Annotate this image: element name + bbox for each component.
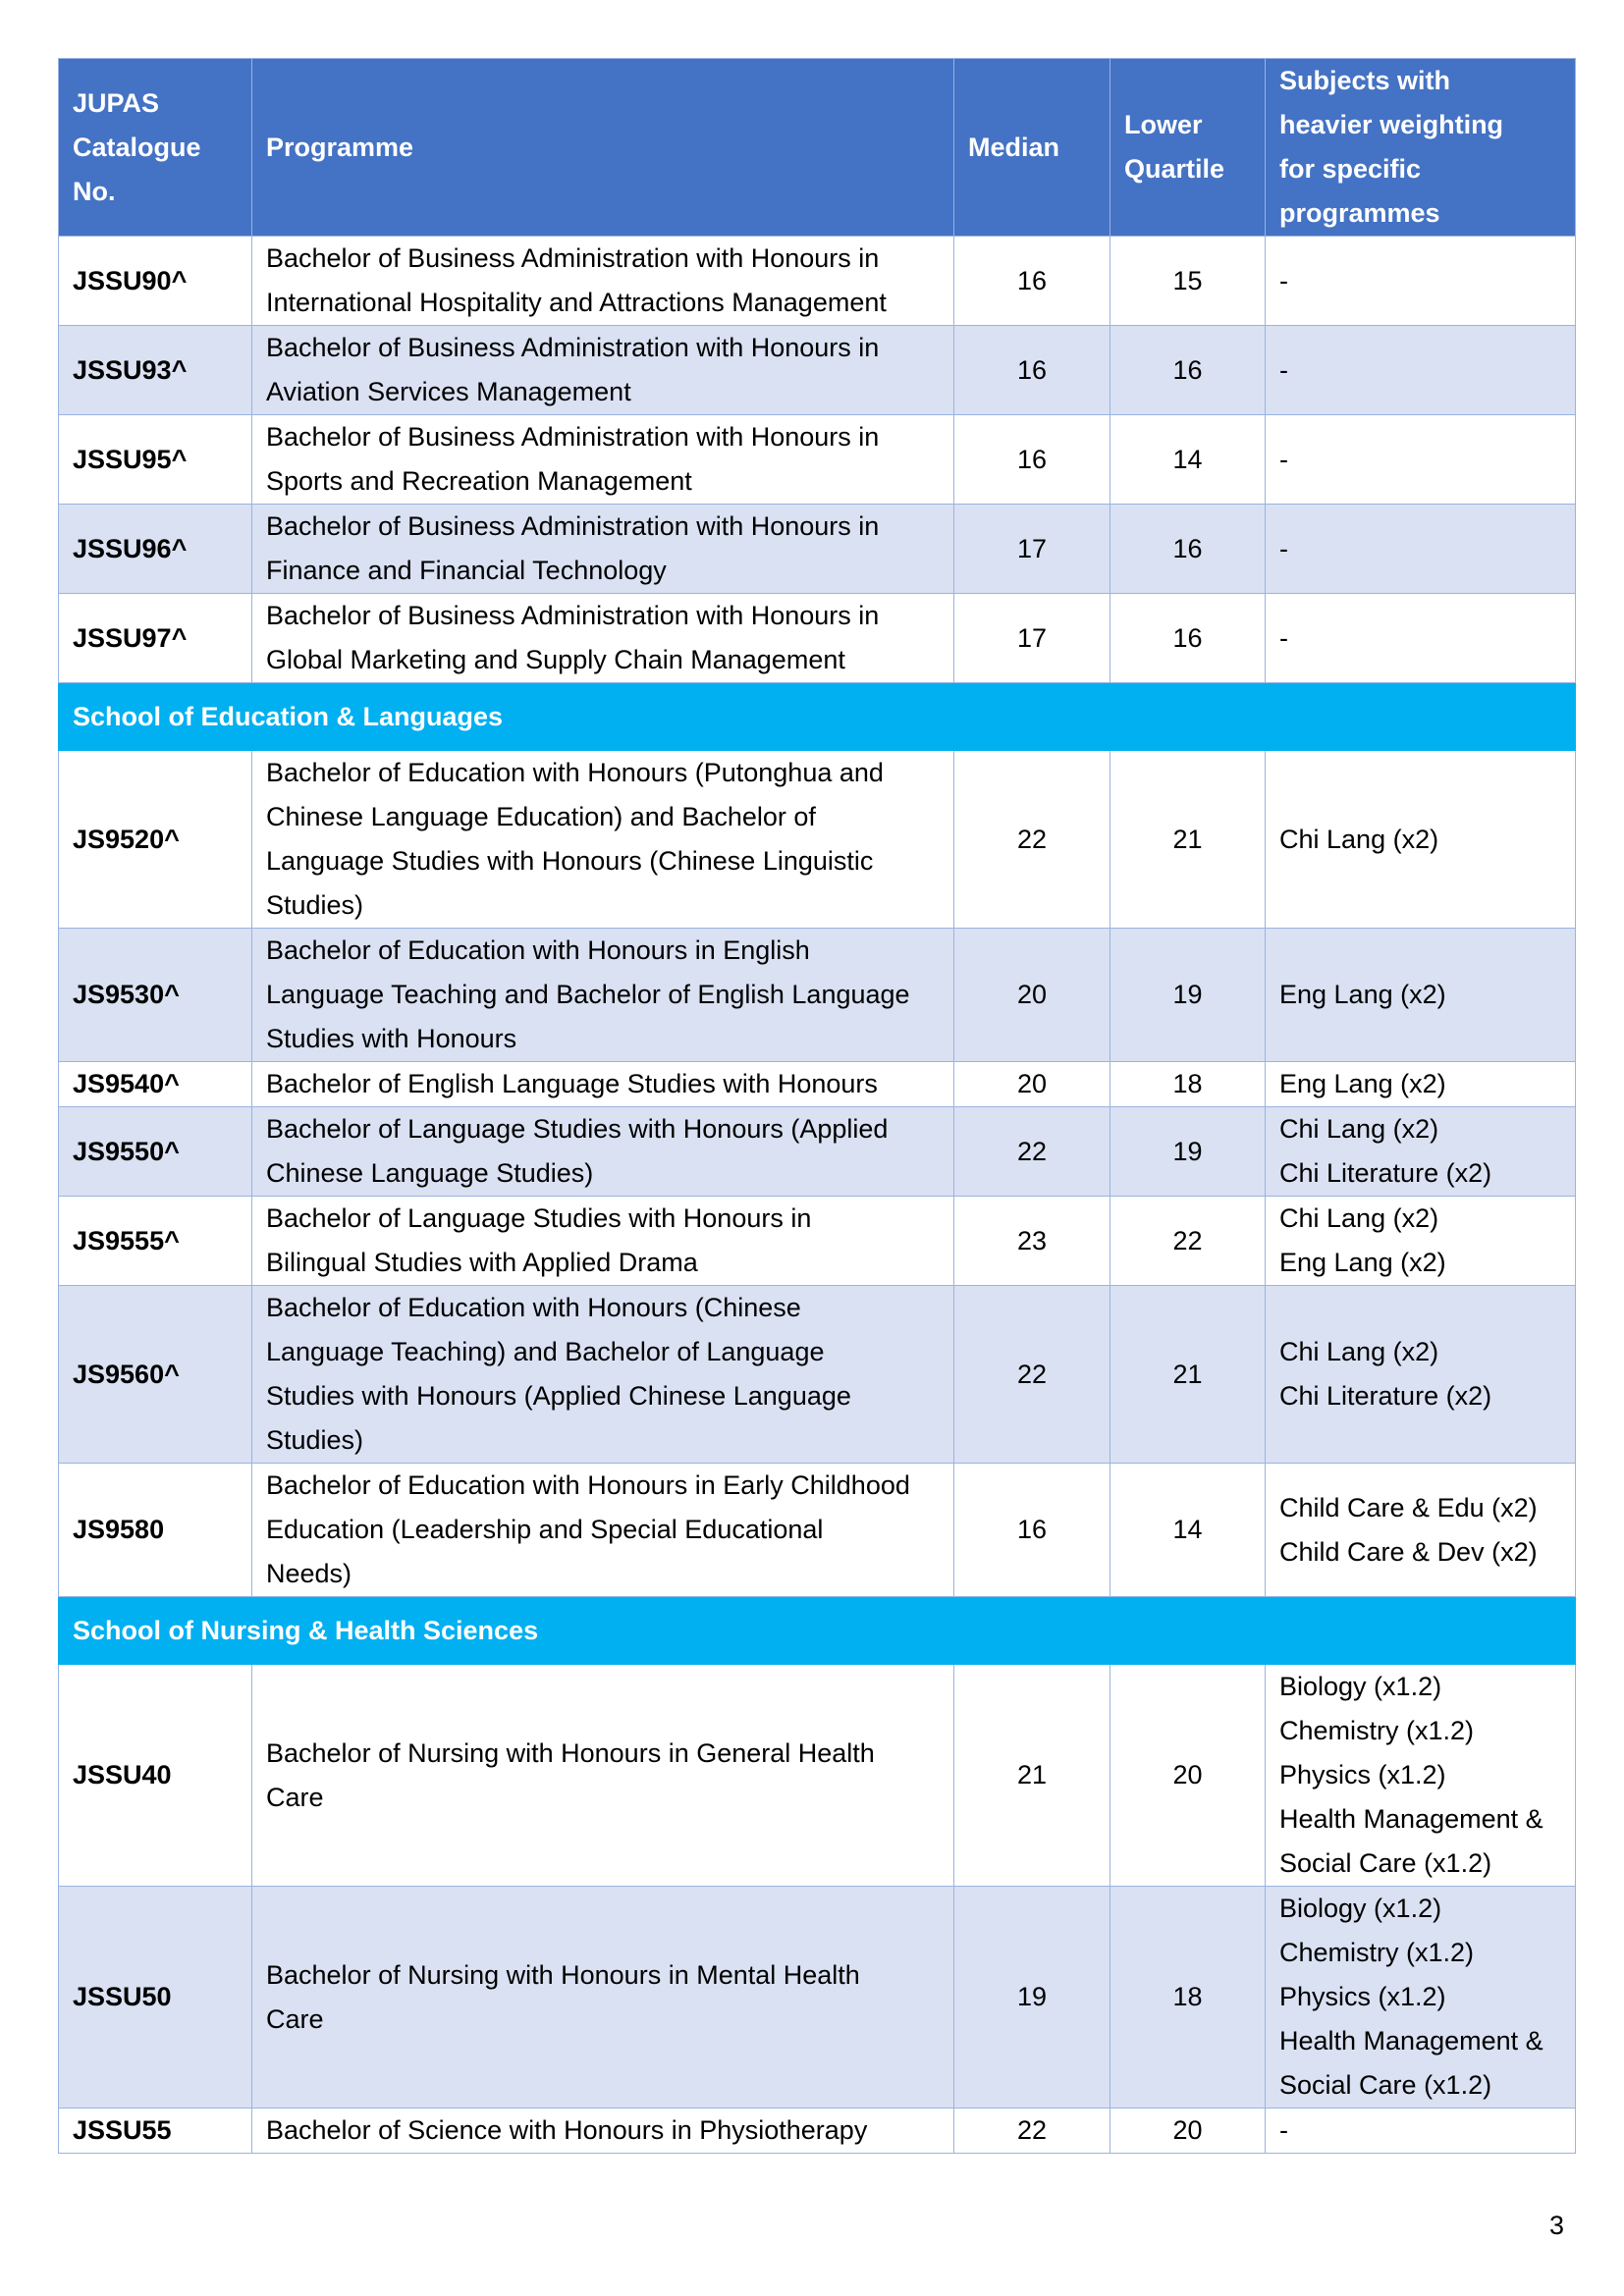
table-row [59,751,1576,929]
subject-line: Eng Lang (x2) [1279,1248,1446,1277]
programme-line: Bachelor of Nursing with Honours in Mental Health [266,1959,860,1990]
catalogue-no: JS9555^ [59,1197,252,1286]
weighted-subjects [1266,751,1576,929]
catalogue-no: JSSU95^ [59,415,252,505]
catalogue-no: JS9580 [59,1464,252,1597]
subject-line: Health Management & [1279,2026,1543,2056]
section-header-row [59,1597,1576,1665]
table-row [59,1887,1576,2109]
table-row [59,1107,1576,1197]
subject-line: Child Care & Dev (x2) [1279,1536,1538,1567]
programme-line: Bachelor of English Language Studies with Honours [266,1069,878,1098]
header-row [59,59,1576,237]
catalogue-no: JSSU55 [59,2109,252,2154]
subject-line: Chi Literature (x2) [1279,1381,1492,1411]
programme-line: Bilingual Studies with Applied Drama [266,1248,698,1277]
programme-line: Language Studies with Honours (Chinese Linguistic [266,846,874,876]
catalogue-no: JS9560^ [59,1286,252,1464]
weighted-subjects [1266,594,1576,683]
catalogue-no: JSSU93^ [59,326,252,415]
median-score: 22 [954,2109,1110,2154]
weighted-subjects [1266,1464,1576,1597]
programme-line: Sports and Recreation Management [266,466,692,496]
table-row [59,1665,1576,1887]
lower-quartile-score: 14 [1110,1464,1266,1597]
programme-line: Bachelor of Education with Honours (Putonghua and [266,758,884,787]
programme-name [252,1062,954,1107]
subject-line: - [1279,2115,1288,2145]
programme-line: Bachelor of Nursing with Honours in General Health [266,1737,875,1768]
programme-name [252,237,954,326]
weighted-subjects [1266,1665,1576,1887]
table-row [59,415,1576,505]
subject-line: - [1279,533,1288,563]
table-row [59,2109,1576,2154]
programme-line: International Hospitality and Attractions Management [266,288,887,317]
programme-name [252,326,954,415]
programme-line: Finance and Financial Technology [266,556,667,585]
subject-line: Chi Lang (x2) [1279,1114,1439,1144]
median-score: 16 [954,1464,1110,1597]
programme-line: Care [266,1782,324,1812]
median-score: 23 [954,1197,1110,1286]
median-score: 22 [954,751,1110,929]
subject-line: Social Care (x1.2) [1279,2070,1492,2100]
subject-line: Physics (x1.2) [1279,1760,1446,1789]
programme-line: Studies) [266,890,364,920]
subject-line: - [1279,354,1288,385]
lower-quartile-score: 21 [1110,751,1266,929]
programme-line: Bachelor of Language Studies with Honours (Applied [266,1114,889,1144]
catalogue-no: JSSU50 [59,1887,252,2109]
lower-quartile-score: 22 [1110,1197,1266,1286]
lower-quartile-score: 16 [1110,505,1266,594]
lower-quartile-score: 20 [1110,2109,1266,2154]
catalogue-no: JSSU90^ [59,237,252,326]
weighted-subjects [1266,1197,1576,1286]
subject-line: - [1279,622,1288,653]
programme-line: Care [266,2003,324,2034]
programme-line: Bachelor of Business Administration with Honours in [266,511,880,541]
programme-line: Bachelor of Business Administration with Honours in [266,601,880,630]
section-title: School of Education & Languages [59,683,1576,751]
subject-line: - [1279,444,1288,474]
programme-name [252,415,954,505]
catalogue-no: JS9550^ [59,1107,252,1197]
catalogue-no: JS9520^ [59,751,252,929]
table-row [59,505,1576,594]
subject-line: Health Management & [1279,1804,1543,1834]
subject-line: Physics (x1.2) [1279,1982,1446,2011]
programme-score-table [58,58,1576,2154]
subject-line: Chi Lang (x2) [1279,1203,1439,1233]
programme-line: Chinese Language Studies) [266,1158,594,1188]
median-score: 16 [954,415,1110,505]
table-row [59,1062,1576,1107]
lower-quartile-score: 18 [1110,1062,1266,1107]
lower-quartile-score: 19 [1110,1107,1266,1197]
lower-quartile-score: 16 [1110,326,1266,415]
median-score: 19 [954,1887,1110,2109]
lower-quartile-score: 16 [1110,594,1266,683]
subject-line: Chi Lang (x2) [1279,824,1439,854]
lower-quartile-score: 21 [1110,1286,1266,1464]
table-row [59,594,1576,683]
table-row [59,1197,1576,1286]
section-title: School of Nursing & Health Sciences [59,1597,1576,1665]
table-row [59,237,1576,326]
lower-quartile-score: 18 [1110,1887,1266,2109]
catalogue-no: JS9540^ [59,1062,252,1107]
subject-line: Biology (x1.2) [1279,1672,1442,1701]
programme-line: Global Marketing and Supply Chain Management [266,645,845,674]
header-subjects: Subjects with heavier weighting for specific programmes [1266,59,1576,237]
programme-line: Bachelor of Science with Honours in Physiotherapy [266,2115,868,2145]
programme-line: Language Teaching) and Bachelor of Language [266,1337,825,1366]
weighted-subjects [1266,1286,1576,1464]
section-header-row [59,683,1576,751]
lower-quartile-score: 15 [1110,237,1266,326]
subject-line: Social Care (x1.2) [1279,1848,1492,1878]
programme-name [252,2109,954,2154]
programme-line: Chinese Language Education) and Bachelor of [266,802,816,831]
programme-name [252,751,954,929]
programme-line: Aviation Services Management [266,377,631,406]
programme-name [252,1197,954,1286]
lower-quartile-score: 14 [1110,415,1266,505]
programme-name [252,1107,954,1197]
programme-line: Bachelor of Education with Honours in English [266,935,810,965]
subject-line: Biology (x1.2) [1279,1894,1442,1923]
programme-line: Language Teaching and Bachelor of English Language [266,980,910,1009]
subject-line: Chemistry (x1.2) [1279,1938,1475,1967]
programme-line: Bachelor of Language Studies with Honours in [266,1203,812,1233]
header-catalogue: JUPAS Catalogue No. [59,59,252,237]
table-row [59,326,1576,415]
programme-name [252,1286,954,1464]
subject-line: Eng Lang (x2) [1279,980,1446,1009]
programme-line: Education (Leadership and Special Educational [266,1515,824,1544]
programme-line: Bachelor of Business Administration with Honours in [266,333,880,362]
median-score: 16 [954,237,1110,326]
subject-line: Chemistry (x1.2) [1279,1716,1475,1745]
catalogue-no: JSSU96^ [59,505,252,594]
median-score: 22 [954,1107,1110,1197]
weighted-subjects [1266,505,1576,594]
weighted-subjects [1266,1062,1576,1107]
programme-line: Studies) [266,1425,364,1455]
weighted-subjects [1266,1887,1576,2109]
median-score: 20 [954,1062,1110,1107]
table-row [59,1286,1576,1464]
subject-line: Chi Literature (x2) [1279,1158,1492,1188]
subject-line: Chi Lang (x2) [1279,1337,1439,1366]
table-row [59,929,1576,1062]
programme-name [252,929,954,1062]
weighted-subjects [1266,415,1576,505]
catalogue-no: JSSU97^ [59,594,252,683]
programme-name [252,1665,954,1887]
lower-quartile-score: 20 [1110,1665,1266,1887]
lower-quartile-score: 19 [1110,929,1266,1062]
programme-line: Bachelor of Business Administration with Honours in [266,243,880,273]
median-score: 16 [954,326,1110,415]
programme-line: Studies with Honours [266,1024,517,1053]
programme-line: Studies with Honours (Applied Chinese Language [266,1381,851,1411]
programme-name [252,505,954,594]
table-body [59,237,1576,2154]
weighted-subjects [1266,326,1576,415]
median-score: 22 [954,1286,1110,1464]
header-median: Median [954,59,1110,237]
header-lower-quartile: Lower Quartile [1110,59,1266,237]
header-programme: Programme [252,59,954,237]
catalogue-no: JS9530^ [59,929,252,1062]
subject-line: - [1279,265,1288,295]
weighted-subjects [1266,929,1576,1062]
table-row [59,1464,1576,1597]
median-score: 17 [954,594,1110,683]
subject-line: Eng Lang (x2) [1279,1069,1446,1098]
programme-line: Bachelor of Business Administration with Honours in [266,422,880,452]
median-score: 20 [954,929,1110,1062]
programme-name [252,594,954,683]
programme-name [252,1464,954,1597]
weighted-subjects [1266,2109,1576,2154]
weighted-subjects [1266,237,1576,326]
subject-line: Child Care & Edu (x2) [1279,1492,1538,1522]
programme-line: Bachelor of Education with Honours (Chinese [266,1293,801,1322]
page-number: 3 [1549,2211,1565,2240]
median-score: 21 [954,1665,1110,1887]
weighted-subjects [1266,1107,1576,1197]
programme-line: Needs) [266,1559,352,1588]
programme-line: Bachelor of Education with Honours in Early Childhood [266,1470,910,1500]
median-score: 17 [954,505,1110,594]
catalogue-no: JSSU40 [59,1665,252,1887]
programme-name [252,1887,954,2109]
